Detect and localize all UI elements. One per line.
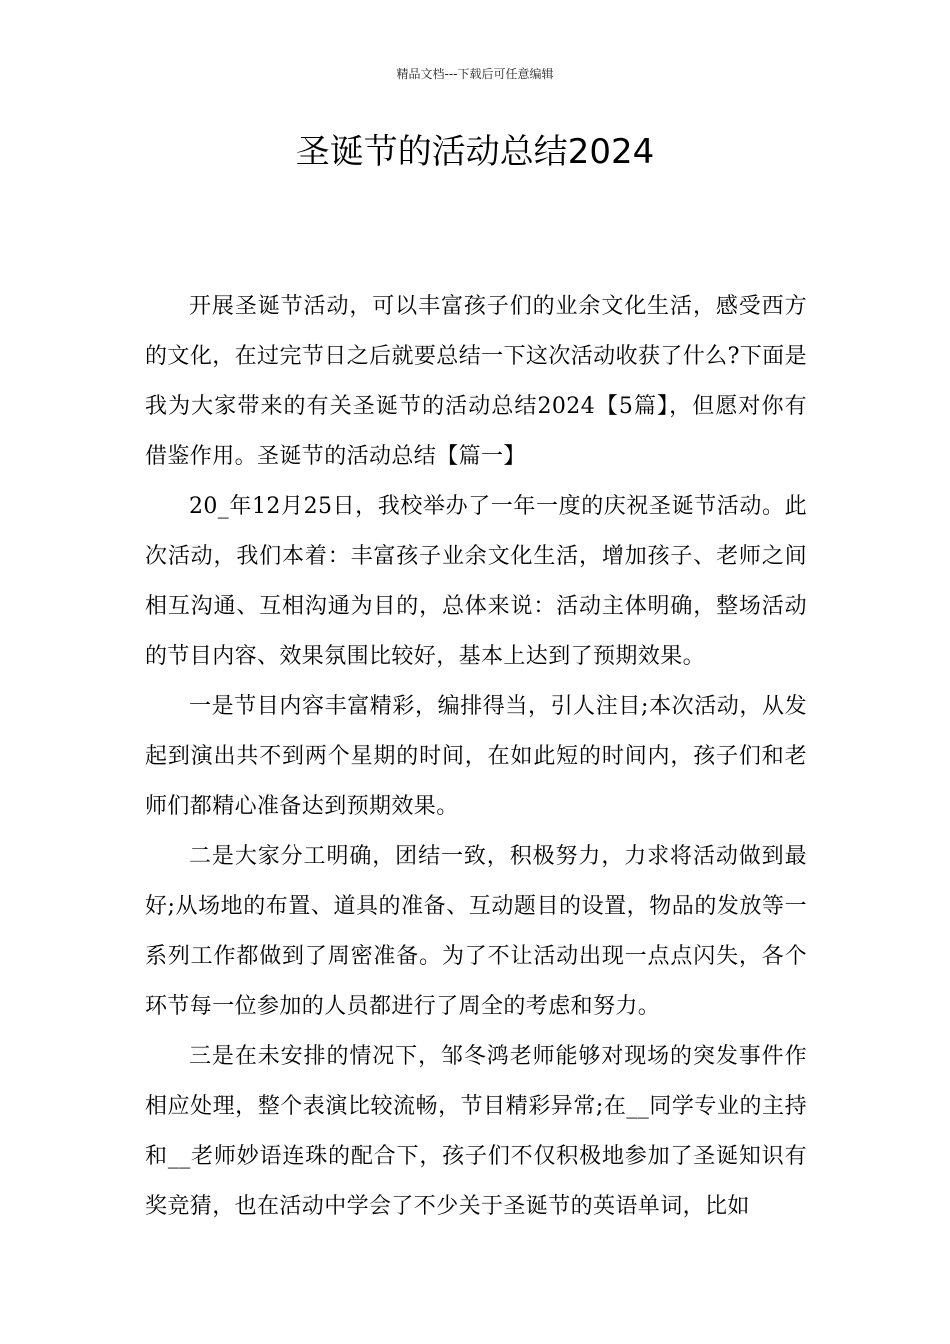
header-note: 精品文档---下载后可任意编辑 (396, 67, 554, 81)
paragraph-point-two: 二是大家分工明确，团结一致，积极努力，力求将活动做到最好;从场地的布置、道具的准备、互动题目的设置，物品的发放等一系列工作都做到了周密准备。为了不让活动出现一点点闪失，各个环节每一位参加的人员都进行了周全的考虑和努力。 (145, 844, 807, 1019)
paragraph-intro: 开展圣诞节活动，可以丰富孩子们的业余文化生活，感受西方的文化，在过完节日之后就要总结一下这次活动收获了什么?下面是我为大家带来的有关圣诞节的活动总结2024【5篇】，但愿对你有借鉴作用。圣诞节的活动总结【篇一】 (145, 294, 807, 469)
paragraph-point-one: 一是节目内容丰富精彩，编排得当，引人注目;本次活动，从发起到演出共不到两个星期的时间，在如此短的时间内，孩子们和老师们都精心准备达到预期效果。 (145, 694, 807, 819)
paragraph-event-date: 20_年12月25日，我校举办了一年一度的庆祝圣诞节活动。此次活动，我们本着：丰富孩子业余文化生活，增加孩子、老师之间相互沟通、互相沟通为目的，总体来说：活动主体明确，整场活动的节目内容、效果氛围比较好，基本上达到了预期效果。 (145, 494, 807, 669)
document-body (145, 282, 807, 1232)
paragraph-point-three: 三是在未安排的情况下，邹冬鸿老师能够对现场的突发事件作相应处理，整个表演比较流畅，节目精彩异常;在__同学专业的主持和__老师妙语连珠的配合下，孩子们不仅积极地参加了圣诞知识有奖竞猜，也在活动中学会了不少关于圣诞节的英语单词，比如 (145, 1044, 807, 1219)
document-title: 圣诞节的活动总结2024 (295, 132, 655, 172)
